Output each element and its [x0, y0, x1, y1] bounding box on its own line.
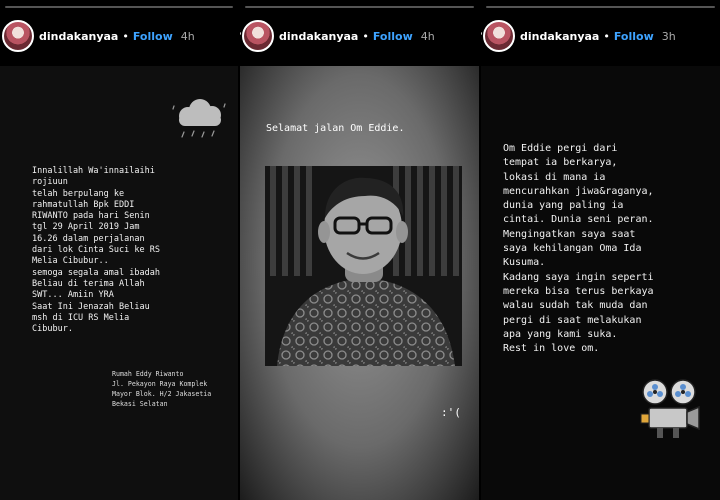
post-time: 4h	[420, 29, 435, 43]
post-time: 3h	[661, 29, 676, 43]
tribute-message: Om Eddie pergi dari tempat ia berkarya, lokasi di mana ia mencurahkan jiwa&raganya, dunia yang paling ia cintai. Dunia seni peran. Mengingatkan saya saat saya kehilangan Oma Ida Kusuma. Kadang saya ingin seperti mereka bisa terus berkaya walau sudah tak muda dan pergi di saat melakukan apa yang kami suka. Rest in love om.	[503, 143, 654, 355]
post-time: 4h	[180, 29, 195, 43]
rain-cloud-icon	[168, 94, 238, 144]
sad-emoticon: :'(	[441, 406, 461, 419]
portrait-photo	[265, 166, 462, 366]
story-panel-1[interactable]	[0, 0, 238, 500]
username[interactable]: dindakanyaa	[520, 29, 600, 43]
story-content	[0, 66, 238, 500]
story-content	[481, 66, 720, 500]
avatar[interactable]	[2, 20, 34, 52]
follow-button[interactable]: Follow	[132, 29, 173, 43]
condolence-text: Innalillah Wa'innailaihi rojiuun telah berpulang ke rahmatullah Bpk EDDI RIWANTO pada hari Senin tgl 29 April 2019 Jam 16.26 dalam perjalanan dari lok Cinta Suci ke RS Melia Cibubur.. semoga segala amal ibadah Beliau di terima Allah SWT... Amiin YRA Saat Ini Jenazah Beliau msh di ICU RS Melia Cibubur.	[32, 166, 160, 335]
avatar[interactable]	[483, 20, 515, 52]
story-progress-bar	[245, 6, 474, 8]
separator-dot: •	[122, 29, 129, 43]
story-header	[240, 16, 479, 56]
film-projector-icon	[639, 378, 703, 440]
story-panel-3[interactable]	[481, 0, 720, 500]
story-progress-bar	[486, 6, 715, 8]
separator-dot: •	[362, 29, 369, 43]
follow-button[interactable]: Follow	[613, 29, 654, 43]
follow-button[interactable]: Follow	[372, 29, 413, 43]
username[interactable]: dindakanyaa	[279, 29, 359, 43]
farewell-text: Selamat jalan Om Eddie.	[266, 123, 405, 134]
address-text: Rumah Eddy Riwanto Jl. Pekayon Raya Komplek Mayor Blok. H/2 Jakasetia Bekasi Selatan	[112, 370, 212, 408]
avatar[interactable]	[242, 20, 274, 52]
story-content	[240, 66, 479, 500]
story-panel-2[interactable]	[240, 0, 479, 500]
story-progress-bar	[5, 6, 233, 8]
story-header	[481, 16, 720, 56]
separator-dot: •	[603, 29, 610, 43]
username[interactable]: dindakanyaa	[39, 29, 119, 43]
story-header	[0, 16, 238, 56]
